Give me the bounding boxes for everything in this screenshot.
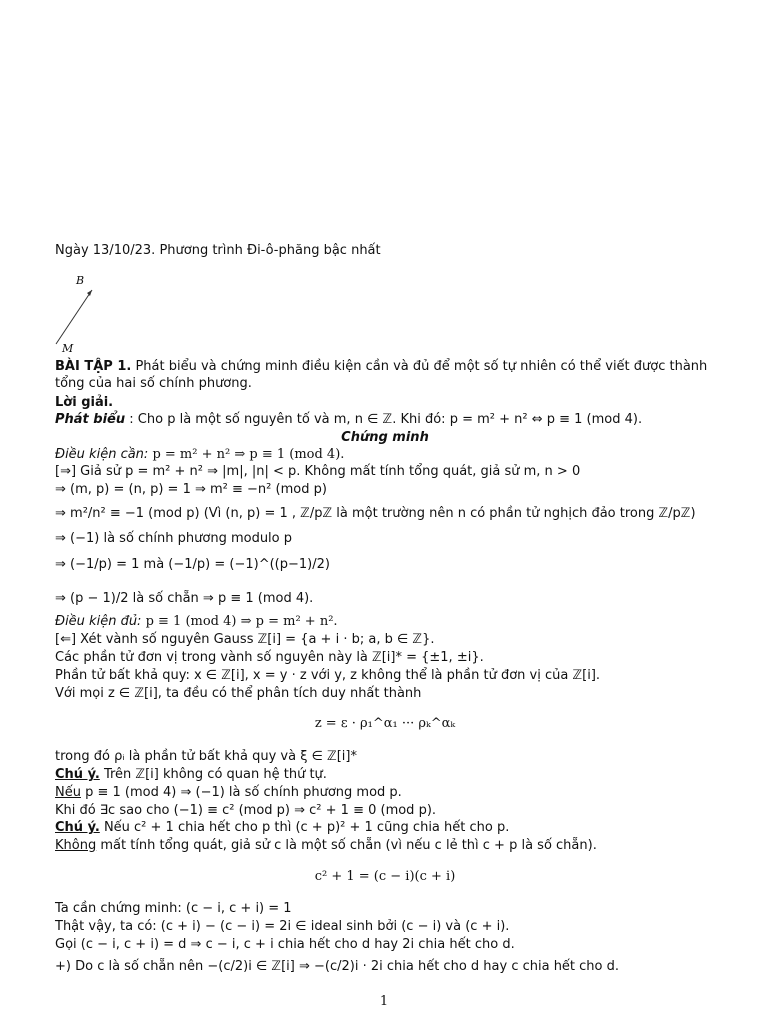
sufficient-text: p ≡ 1 (mod 4) ⇒ p = m² + n². [145,614,338,629]
underlined-word: Nếu [55,785,81,800]
proof-line: Thật vậy, ta có: (c + i) − (c − i) = 2i ∈ ideal sinh bởi (c − i) và (c + i). [55,919,510,934]
proof-line: Ta cần chứng minh: (c − i, c + i) = 1 [55,901,292,916]
sufficient-label: Điều kiện đủ: [55,614,142,629]
proof-line: ⇒ (m, p) = (n, p) = 1 ⇒ m² ≡ −n² (mod p) [55,482,327,497]
necessary-text: p = m² + n² ⇒ p ≡ 1 (mod 4). [152,447,345,462]
proof-line: ⇒ (−1) là số chính phương modulo p [55,531,293,546]
solution-heading: Lời giải. [55,395,114,410]
proof-line: ⇒ m²/n² ≡ −1 (mod p) (Vì (n, p) = 1 , ℤ/pℤ là một trường nên n có phần tử nghịch đảo trong ℤ/pℤ) [55,506,696,521]
statement-line [55,411,642,428]
proof-line: ⇒ (p − 1)/2 là số chẵn ⇒ p ≡ 1 (mod 4). [55,591,314,606]
underlined-word: Không [55,838,97,853]
proof-text: mất tính tổng quát, giả sử c là một số chẵn (vì nếu c lẻ thì c + p là số chẵn). [100,838,597,853]
statement-label: Phát biểu [55,412,126,427]
proof-line: Khi đó ∃c sao cho (−1) ≡ c² (mod p) ⇒ c² + 1 ≡ 0 (mod p). [55,803,437,818]
note-text: Nếu c² + 1 chia hết cho p thì (c + p)² + 1 cũng chia hết cho p. [103,820,510,835]
proof-line: [⇐] Xét vành số nguyên Gauss ℤ[i] = {a + i · b; a, b ∈ ℤ}. [55,632,435,647]
statement-text: : Cho p là một số nguyên tố và m, n ∈ ℤ. Khi đó: p = m² + n² ⇔ p ≡ 1 (mod 4). [129,412,643,427]
proof-heading: Chứng minh [341,430,429,445]
proof-line: Phần tử bất khả quy: x ∈ ℤ[i], x = y · z với y, z không thể là phần tử đơn vị của ℤ[i]. [55,668,601,683]
note-text: Trên ℤ[i] không có quan hệ thứ tự. [103,767,327,782]
page-number: 1 [379,994,389,1009]
point-m-label: M [62,342,74,355]
note-label: Chú ý. [55,820,100,835]
note-label: Chú ý. [55,767,100,782]
proof-line: [⇒] Giả sử p = m² + n² ⇒ |m|, |n| < p. Không mất tính tổng quát, giả sử m, n > 0 [55,464,581,479]
point-b-label: B [76,274,85,287]
header-line [55,242,381,259]
proof-line [55,837,597,854]
proof-text: p ≡ 1 (mod 4) ⇒ (−1) là số chính phương mod p. [85,785,402,800]
sufficient-condition [55,613,338,630]
vector-figure [50,272,110,356]
proof-line: +) Do c là số chẵn nên −(c/2)i ∈ ℤ[i] ⇒ −(c/2)i · 2i chia hết cho d hay c chia hết cho d. [55,959,620,974]
proof-line: ⇒ (−1/p) = 1 mà (−1/p) = (−1)^((p−1)/2) [55,557,330,572]
exercise-heading: BÀI TẬP 1. [55,359,132,374]
necessary-label: Điều kiện cần: [55,447,149,462]
proof-line: Với mọi z ∈ ℤ[i], ta đều có thể phân tích duy nhất thành [55,686,422,701]
date-label: Ngày 13/10/23. [55,243,156,258]
note-line [55,766,327,783]
identity-formula: c² + 1 = (c − i)(c + i) [314,869,456,884]
factorization-formula: z = ε · ρ₁^α₁ ··· ρₖ^αₖ [314,716,456,731]
necessary-condition [55,446,344,463]
proof-line: trong đó ρᵢ là phần tử bất khả quy và ξ ∈ ℤ[i]* [55,749,357,764]
note-line [55,819,509,836]
exercise-text: Phát biểu và chứng minh điều kiện cần và đủ để một số tự nhiên có thể viết được thành tổng của hai số chính phương. [55,359,708,391]
proof-line: Gọi (c − i, c + i) = d ⇒ c − i, c + i chia hết cho d hay 2i chia hết cho d. [55,937,515,952]
document-title: Phương trình Đi-ô-phăng bậc nhất [159,243,381,258]
proof-line: Các phần tử đơn vị trong vành số nguyên này là ℤ[i]* = {±1, ±i}. [55,650,484,665]
exercise-statement [55,358,715,392]
proof-line [55,784,402,801]
